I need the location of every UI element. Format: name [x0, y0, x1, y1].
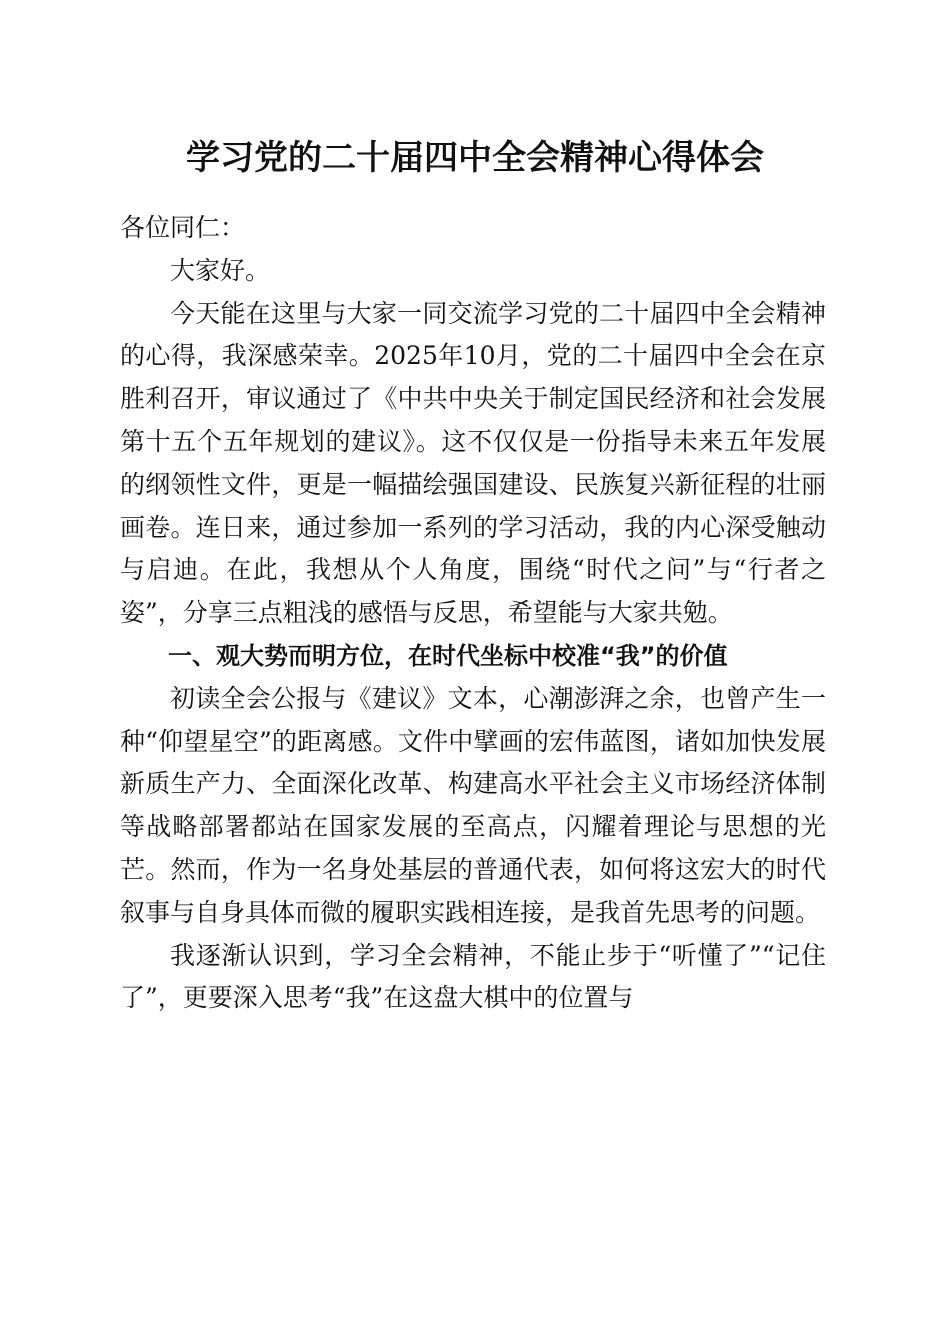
document-title: 学习党的二十届四中全会精神心得体会: [186, 138, 764, 178]
section-heading-1: 一、观大势而明方位，在时代坐标中校准“我”的价值: [168, 641, 728, 670]
greeting-paragraph: 大家好。: [170, 255, 271, 285]
document-body: [120, 207, 826, 1020]
salutation: 各位同仁：: [120, 213, 246, 242]
section-1-paragraph-1: 初读全会公报与《建议》文本，心潮澎湃之余，也曾产生一种“仰望星空”的距离感。文件中擘画的宏伟蓝图，诸如加快发展新质生产力、全面深化改革、构建高水平社会主义市场经济体制等战略部署都站在国家发展的至高点，闪耀着理论与思想的光芒。然而，作为一名身处基层的普通代表，如何将这宏大的时代叙事与自身具体而微的履职实践相连接，是我首先思考的问题。: [120, 683, 826, 927]
section-1-paragraph-2: 我逐渐认识到，学习全会精神，不能止步于“听懂了”“记住了”，更要深入思考“我”在这盘大棋中的位置与: [120, 940, 826, 1013]
intro-paragraph: 今天能在这里与大家一同交流学习党的二十届四中全会精神的心得，我深感荣幸。2025年10月，党的二十届四中全会在京胜利召开，审议通过了《中共中央关于制定国民经济和社会发展第十五个五年规划的建议》。这不仅仅是一份指导未来五年发展的纲领性文件，更是一幅描绘强国建设、民族复兴新征程的壮丽画卷。连日来，通过参加一系列的学习活动，我的内心深受触动与启迪。在此，我想从个人角度，围绕“时代之问”与“行者之姿”，分享三点粗浅的感悟与反思，希望能与大家共勉。: [120, 298, 826, 628]
